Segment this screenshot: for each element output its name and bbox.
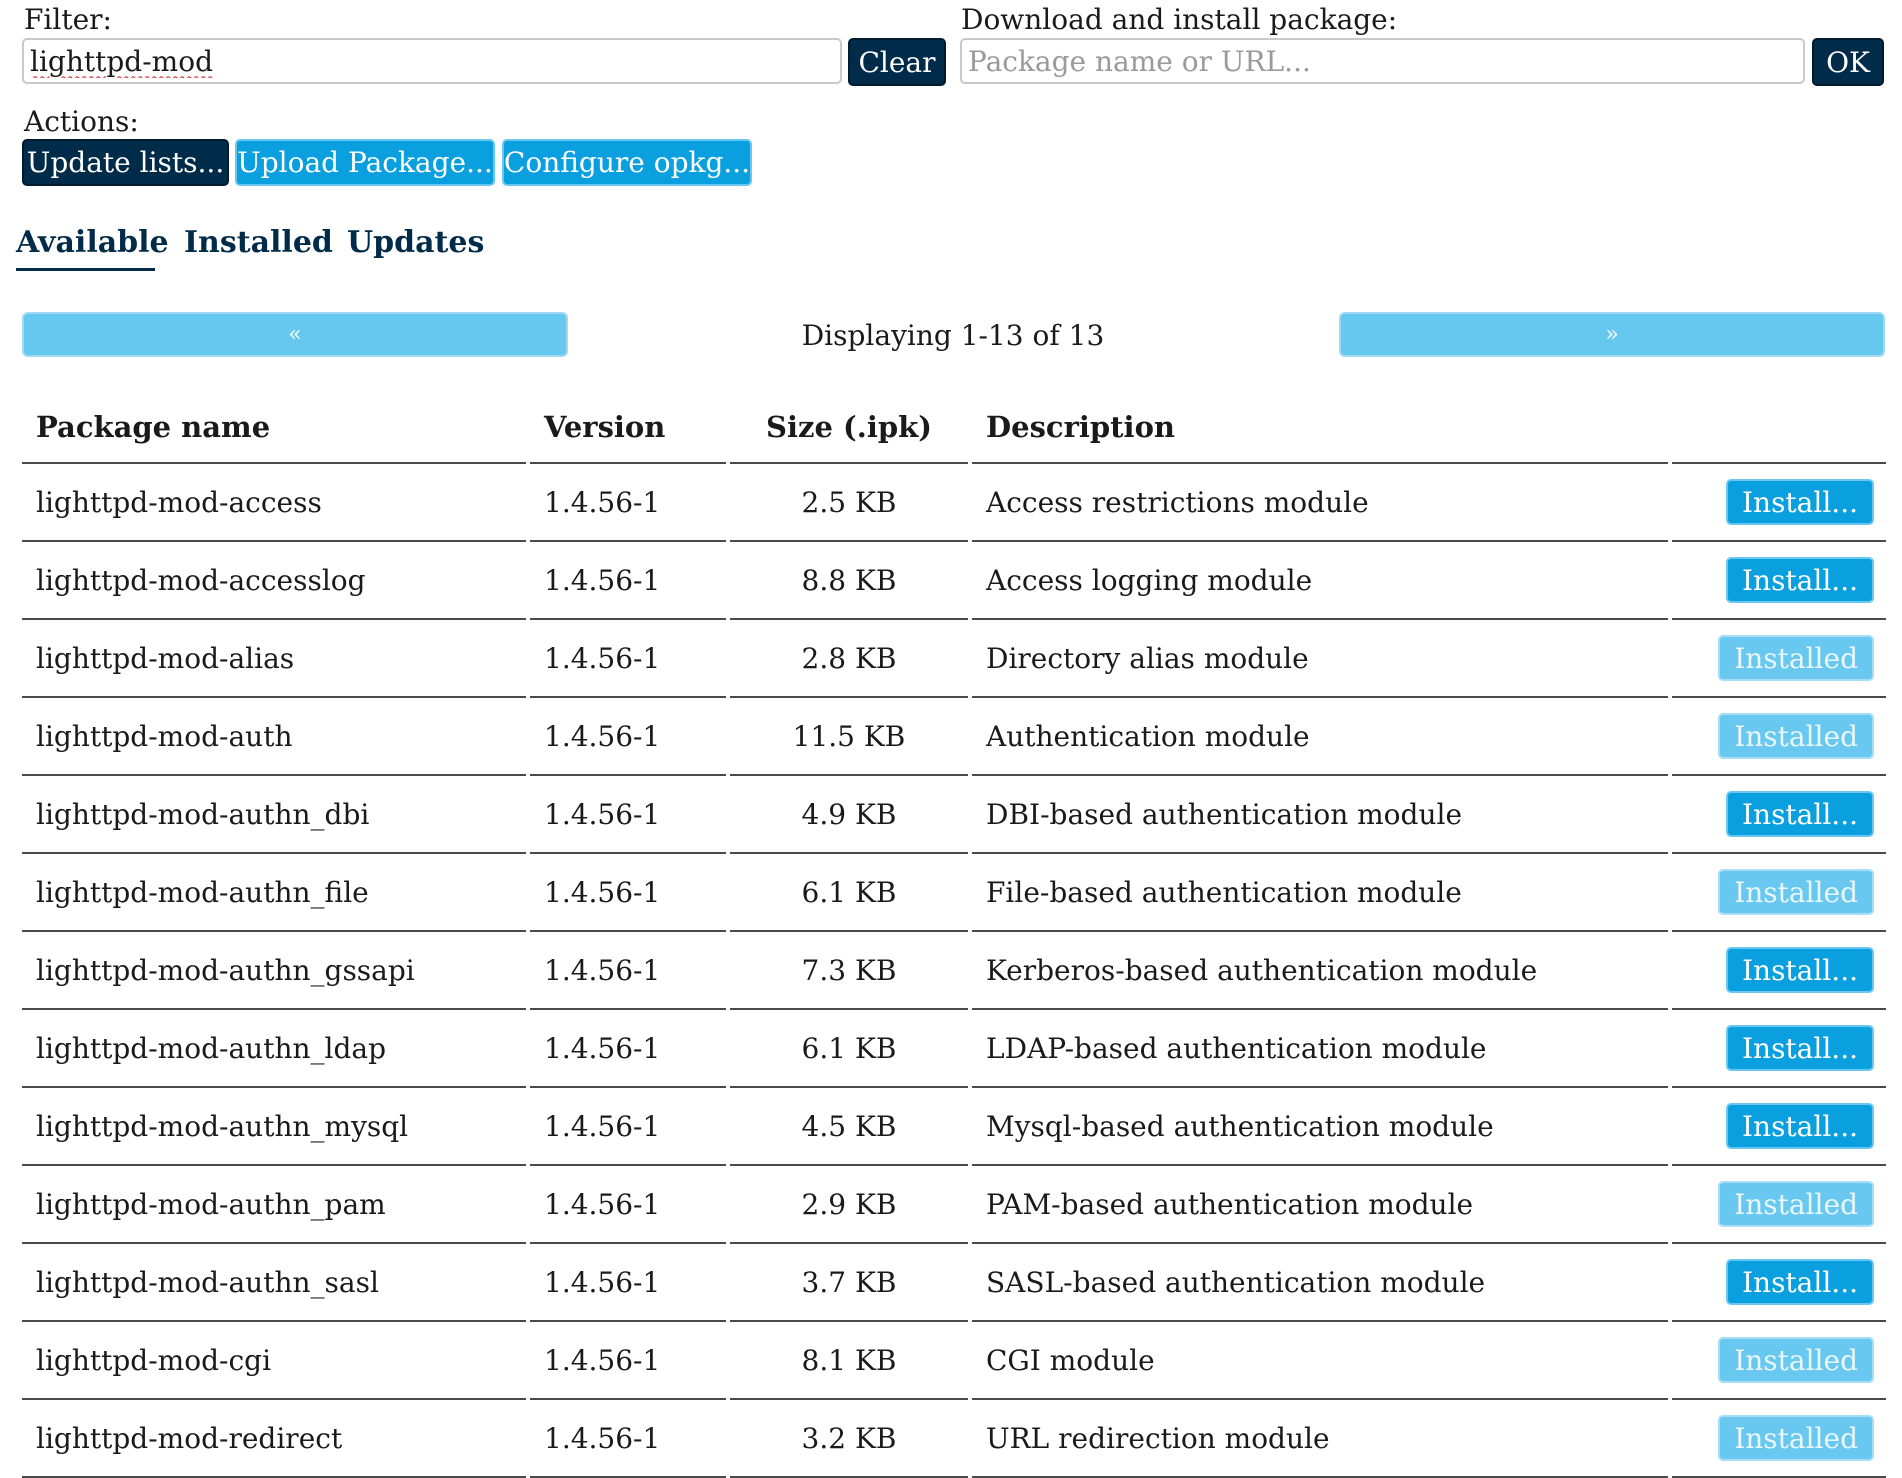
version-cell: 1.4.56-1 [530,932,726,1010]
package-name-cell: lighttpd-mod-authn_gssapi [22,932,526,1010]
header-version: Version [530,392,726,464]
tab-installed[interactable]: Installed [184,225,333,260]
version-cell: 1.4.56-1 [530,698,726,776]
table-row [22,698,1886,776]
package-name-cell: lighttpd-mod-authn_pam [22,1166,526,1244]
size-cell: 6.1 KB [730,854,968,932]
table-row [22,464,1886,542]
description-cell: Kerberos-based authentication module [972,932,1668,1010]
header-description: Description [972,392,1668,464]
package-name-cell: lighttpd-mod-access [22,464,526,542]
package-name-cell: lighttpd-mod-accesslog [22,542,526,620]
action-cell [1672,698,1886,776]
action-cell [1672,1244,1886,1322]
action-cell [1672,464,1886,542]
description-cell: PAM-based authentication module [972,1166,1668,1244]
install-button[interactable]: Install... [1726,557,1874,603]
description-cell: DBI-based authentication module [972,776,1668,854]
table-row [22,620,1886,698]
version-cell: 1.4.56-1 [530,1010,726,1088]
tab-available[interactable]: Available [16,225,169,260]
description-cell: Access logging module [972,542,1668,620]
filter-input[interactable] [22,38,842,84]
pager-status: Displaying 1-13 of 13 [801,319,1105,352]
size-cell: 4.9 KB [730,776,968,854]
description-cell: CGI module [972,1322,1668,1400]
package-name-cell: lighttpd-mod-cgi [22,1322,526,1400]
installed-button[interactable]: Installed [1718,635,1874,681]
installed-button[interactable]: Installed [1718,1181,1874,1227]
package-table-body [22,464,1886,1478]
version-cell: 1.4.56-1 [530,620,726,698]
install-button[interactable]: Install... [1726,479,1874,525]
size-cell: 6.1 KB [730,1010,968,1088]
version-cell: 1.4.56-1 [530,1088,726,1166]
package-name-cell: lighttpd-mod-authn_dbi [22,776,526,854]
size-cell: 2.8 KB [730,620,968,698]
table-row [22,932,1886,1010]
tab-updates[interactable]: Updates [347,225,485,260]
installed-button[interactable]: Installed [1718,1337,1874,1383]
package-name-cell: lighttpd-mod-redirect [22,1400,526,1478]
install-button[interactable]: Install... [1726,947,1874,993]
clear-button[interactable]: Clear [848,38,946,86]
actions-label: Actions: [24,105,139,138]
installed-button[interactable]: Installed [1718,869,1874,915]
header-package-name: Package name [22,392,526,464]
table-row [22,1010,1886,1088]
size-cell: 3.7 KB [730,1244,968,1322]
table-row [22,1322,1886,1400]
version-cell: 1.4.56-1 [530,776,726,854]
version-cell: 1.4.56-1 [530,1166,726,1244]
table-row [22,542,1886,620]
version-cell: 1.4.56-1 [530,1322,726,1400]
table-row [22,1088,1886,1166]
description-cell: Directory alias module [972,620,1668,698]
description-cell: Access restrictions module [972,464,1668,542]
download-label: Download and install package: [961,3,1398,36]
description-cell: SASL-based authentication module [972,1244,1668,1322]
package-name-cell: lighttpd-mod-authn_file [22,854,526,932]
action-cell [1672,1166,1886,1244]
install-button[interactable]: Install... [1726,1025,1874,1071]
active-tab-indicator [16,268,155,271]
table-row [22,1166,1886,1244]
size-cell: 3.2 KB [730,1400,968,1478]
ok-button[interactable]: OK [1812,38,1884,86]
prev-page-button[interactable]: « [22,312,568,357]
install-button[interactable]: Install... [1726,791,1874,837]
next-page-button[interactable]: » [1339,312,1885,357]
description-cell: File-based authentication module [972,854,1668,932]
table-row [22,854,1886,932]
header-size: Size (.ipk) [730,392,968,464]
size-cell: 2.5 KB [730,464,968,542]
size-cell: 8.8 KB [730,542,968,620]
version-cell: 1.4.56-1 [530,854,726,932]
action-cell [1672,620,1886,698]
action-cell [1672,932,1886,1010]
table-row [22,1400,1886,1478]
description-cell: Mysql-based authentication module [972,1088,1668,1166]
table-header-row [22,392,1886,464]
package-name-cell: lighttpd-mod-authn_ldap [22,1010,526,1088]
install-button[interactable]: Install... [1726,1259,1874,1305]
action-cell [1672,854,1886,932]
size-cell: 4.5 KB [730,1088,968,1166]
action-cell [1672,1400,1886,1478]
version-cell: 1.4.56-1 [530,1400,726,1478]
table-row [22,776,1886,854]
update-lists-button[interactable]: Update lists... [22,139,229,186]
installed-button[interactable]: Installed [1718,713,1874,759]
action-cell [1672,1322,1886,1400]
header-action [1672,392,1886,464]
package-name-cell: lighttpd-mod-authn_mysql [22,1088,526,1166]
version-cell: 1.4.56-1 [530,542,726,620]
size-cell: 7.3 KB [730,932,968,1010]
description-cell: Authentication module [972,698,1668,776]
table-row [22,1244,1886,1322]
action-cell [1672,542,1886,620]
installed-button[interactable]: Installed [1718,1415,1874,1461]
description-cell: LDAP-based authentication module [972,1010,1668,1088]
configure-opkg-button[interactable]: Configure opkg... [502,139,752,186]
package-name-cell: lighttpd-mod-auth [22,698,526,776]
upload-package-button[interactable]: Upload Package... [235,139,495,186]
version-cell: 1.4.56-1 [530,464,726,542]
action-cell [1672,1010,1886,1088]
package-table [18,392,1890,1478]
size-cell: 8.1 KB [730,1322,968,1400]
description-cell: URL redirection module [972,1400,1668,1478]
size-cell: 2.9 KB [730,1166,968,1244]
version-cell: 1.4.56-1 [530,1244,726,1322]
package-name-cell: lighttpd-mod-authn_sasl [22,1244,526,1322]
package-name-cell: lighttpd-mod-alias [22,620,526,698]
action-cell [1672,1088,1886,1166]
install-button[interactable]: Install... [1726,1103,1874,1149]
action-cell [1672,776,1886,854]
filter-label: Filter: [24,3,112,36]
size-cell: 11.5 KB [730,698,968,776]
package-url-input[interactable] [960,38,1805,84]
